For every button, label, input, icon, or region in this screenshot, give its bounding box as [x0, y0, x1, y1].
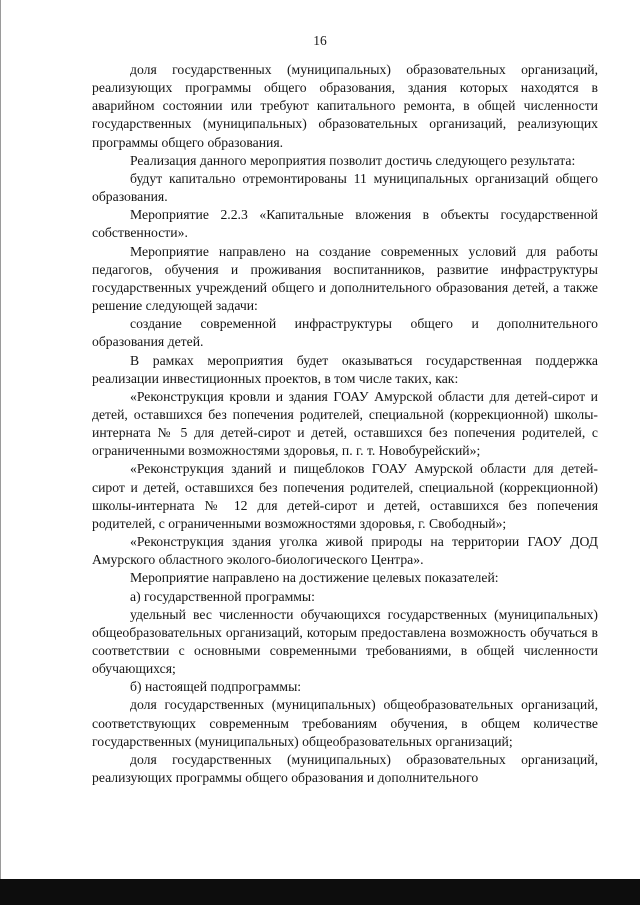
paragraph-indicator-share-students: удельный вес численности обучающихся государственных (муниципальных) общеобразовательных организаций, которым предоставлена возможность обучаться в соответствии с основными современными требованиями, в общей численности обучающихся;: [92, 606, 598, 677]
document-body: [92, 61, 598, 787]
paragraph-share-emergency-buildings: доля государственных (муниципальных) образовательных организаций, реализующих программы общего образования, здания которых находятся в аварийном состоянии или требуют капитального ремонта, в общей численности государственных (муниципальных) образовательных организаций, реализующих программы общего образования.: [92, 62, 598, 150]
scan-left-edge: [0, 0, 1, 905]
paragraph-indicator-modern-requirements: доля государственных (муниципальных) общеобразовательных организаций, соответствующих современным требованиям обучения, в общем количестве государственных (муниципальных) общеобразовательных организаций;: [92, 697, 598, 749]
paragraph-subprogram-label: б) настоящей подпрограммы:: [130, 679, 302, 695]
paragraph-indicator-share-organizations: доля государственных (муниципальных) образовательных организаций, реализующих программы общего образования и дополнительного: [92, 751, 598, 786]
paragraph-target-indicators: Мероприятие направлено на достижение целевых показателей:: [130, 570, 499, 586]
scan-bottom-border: [0, 879, 640, 905]
page-number: 16: [313, 33, 327, 48]
paragraph-project-novobureysky: «Реконструкция кровли и здания ГОАУ Амурской области для детей-сирот и детей, оставшихся без попечения родителей, специальной (коррекционной) школы-интерната № 5 для детей-сирот и детей, оставшихся без попечения родителей, с ограниченными возможностями здоровья, п. г. т. Новобурейский»;: [92, 388, 598, 459]
paragraph-project-nature-corner: «Реконструкция здания уголка живой природы на территории ГАОУ ДОД Амурского областного эколого-биологического Центра».: [92, 534, 598, 568]
paragraph-state-program-label: а) государственной программы:: [130, 588, 315, 604]
paragraph-repair-11-organizations: будут капитально отремонтированы 11 муниципальных организаций общего образования.: [92, 170, 598, 205]
paragraph-measure-purpose: Мероприятие направлено на создание современных условий для работы педагогов, обучения и проживания воспитанников, развитие инфраструктуры государственных учреждений общего и дополнительного образования детей, а также решение следующей задачи:: [92, 243, 598, 314]
paragraph-project-svobodny: «Реконструкция зданий и пищеблоков ГОАУ Амурской области для детей-сирот и детей, оставшихся без попечения родителей, специальной (коррекционной) школы-интерната № 12 для детей-сирот и детей, оставшихся без попечения родителей, с ограниченными возможностями здоровья, г. Свободный»;: [92, 461, 598, 531]
paragraph-measure-2-2-3-title: Мероприятие 2.2.3 «Капитальные вложения в объекты государственной собственности».: [92, 207, 598, 241]
paragraph-implementation-result: Реализация данного мероприятия позволит достичь следующего результата:: [130, 152, 576, 168]
paragraph-investment-support: В рамках мероприятия будет оказываться государственная поддержка реализации инвестиционных проектов, в том числе таких, как:: [92, 352, 598, 386]
paragraph-infrastructure-task: создание современной инфраструктуры общего и дополнительного образования детей.: [92, 316, 598, 350]
